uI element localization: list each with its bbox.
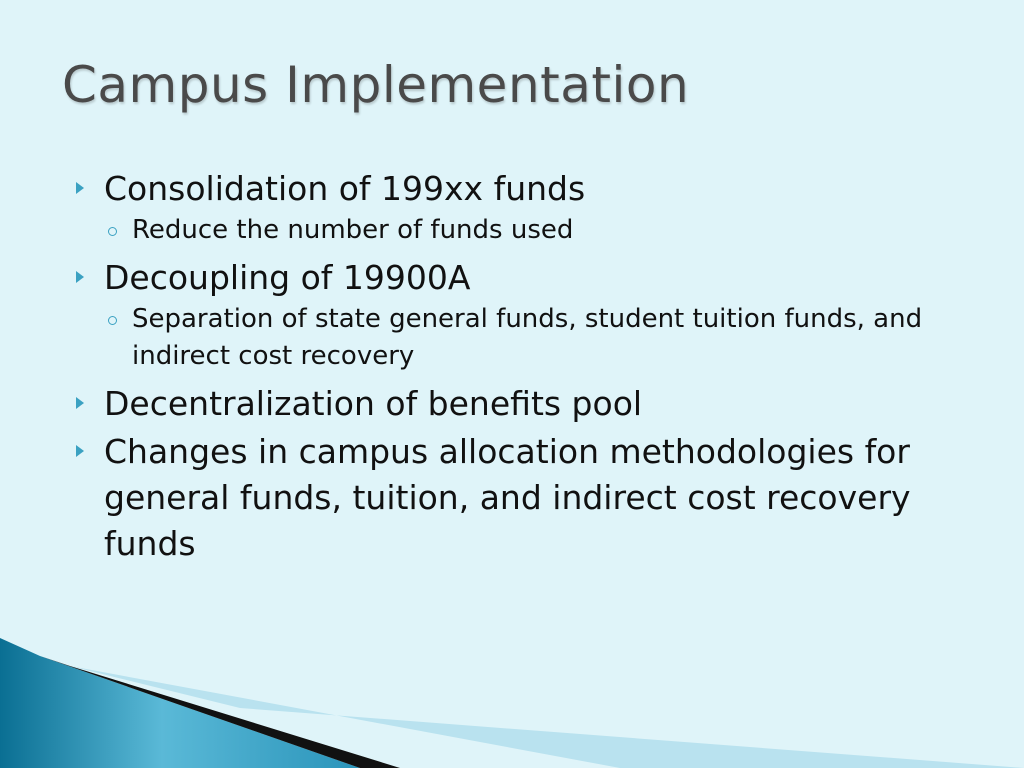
bullet-text: Decentralization of benefits pool <box>104 384 643 423</box>
sub-bullet-text: Separation of state general funds, student tuition funds, and indirect cost recovery <box>132 304 923 371</box>
bullet-item <box>76 429 976 567</box>
decorative-wave <box>0 638 1024 768</box>
triangle-bullet-icon <box>76 397 84 409</box>
circle-bullet-icon <box>108 316 117 325</box>
bullet-item <box>76 381 976 427</box>
triangle-bullet-icon <box>76 445 84 457</box>
triangle-bullet-icon <box>76 182 84 194</box>
slide-title: Campus Implementation <box>62 56 690 114</box>
sub-bullet-item <box>76 212 976 249</box>
triangle-bullet-icon <box>76 271 84 283</box>
bullet-item <box>76 255 976 301</box>
bullet-text: Changes in campus allocation methodologies for general funds, tuition, and indirect cost recovery funds <box>104 432 911 563</box>
circle-bullet-icon <box>108 227 117 236</box>
bullet-text: Consolidation of 199xx funds <box>104 169 586 208</box>
bullet-text: Decoupling of 19900A <box>104 258 471 297</box>
sub-bullet-text: Reduce the number of funds used <box>132 215 574 245</box>
sub-bullet-item <box>76 301 976 375</box>
bullet-list <box>76 166 976 569</box>
bullet-item <box>76 166 976 212</box>
